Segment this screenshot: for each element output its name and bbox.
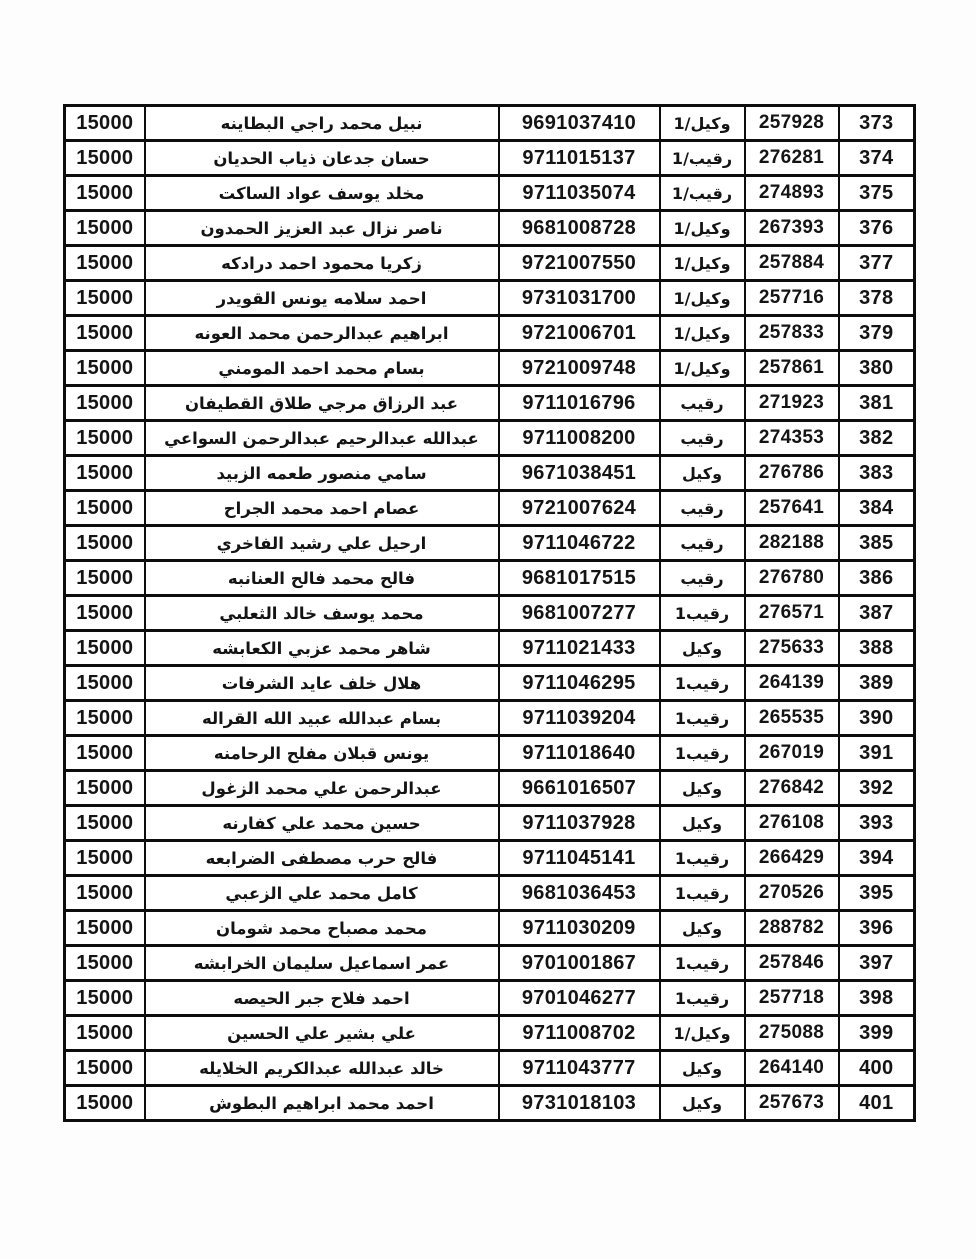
amount-cell: 15000 (65, 631, 145, 666)
national-id-cell: 9681008728 (499, 211, 660, 246)
amount-cell: 15000 (65, 666, 145, 701)
full-name-cell: احمد سلامه يونس القويدر (145, 281, 499, 316)
national-id-cell: 9711037928 (499, 806, 660, 841)
rank-cell: وكيل/1 (660, 106, 745, 141)
reference-number-cell: 276786 (745, 456, 839, 491)
national-id-cell: 9711008702 (499, 1016, 660, 1051)
full-name-cell: بسام محمد احمد المومني (145, 351, 499, 386)
rank-cell: رقيب1 (660, 876, 745, 911)
serial-number-cell: 393 (839, 806, 915, 841)
reference-number-cell: 275633 (745, 631, 839, 666)
reference-number-cell: 264140 (745, 1051, 839, 1086)
table-row (65, 946, 915, 981)
serial-number-cell: 388 (839, 631, 915, 666)
national-id-cell: 9681007277 (499, 596, 660, 631)
rank-cell: وكيل/1 (660, 246, 745, 281)
serial-number-cell: 379 (839, 316, 915, 351)
rank-cell: وكيل (660, 806, 745, 841)
rank-cell: رقيب1 (660, 981, 745, 1016)
table-row (65, 911, 915, 946)
amount-cell: 15000 (65, 211, 145, 246)
reference-number-cell: 257641 (745, 491, 839, 526)
serial-number-cell: 398 (839, 981, 915, 1016)
amount-cell: 15000 (65, 841, 145, 876)
table-row (65, 701, 915, 736)
table-row (65, 666, 915, 701)
serial-number-cell: 399 (839, 1016, 915, 1051)
national-id-cell: 9691037410 (499, 106, 660, 141)
reference-number-cell: 257861 (745, 351, 839, 386)
serial-number-cell: 390 (839, 701, 915, 736)
serial-number-cell: 384 (839, 491, 915, 526)
table-row (65, 141, 915, 176)
national-id-cell: 9711046295 (499, 666, 660, 701)
serial-number-cell: 376 (839, 211, 915, 246)
amount-cell: 15000 (65, 526, 145, 561)
reference-number-cell: 276108 (745, 806, 839, 841)
amount-cell: 15000 (65, 771, 145, 806)
full-name-cell: محمد مصباح محمد شومان (145, 911, 499, 946)
serial-number-cell: 397 (839, 946, 915, 981)
amount-cell: 15000 (65, 1051, 145, 1086)
rank-cell: وكيل (660, 631, 745, 666)
full-name-cell: يونس قبلان مفلح الرحامنه (145, 736, 499, 771)
rank-cell: وكيل/1 (660, 281, 745, 316)
rank-cell: رقيب1 (660, 946, 745, 981)
rank-cell: وكيل (660, 911, 745, 946)
rank-cell: رقيب1 (660, 701, 745, 736)
full-name-cell: حسين محمد علي كفارنه (145, 806, 499, 841)
national-id-cell: 9711015137 (499, 141, 660, 176)
full-name-cell: احمد فلاح جبر الحيصه (145, 981, 499, 1016)
national-id-cell: 9681017515 (499, 561, 660, 596)
reference-number-cell: 274893 (745, 176, 839, 211)
national-id-cell: 9711045141 (499, 841, 660, 876)
amount-cell: 15000 (65, 701, 145, 736)
serial-number-cell: 378 (839, 281, 915, 316)
full-name-cell: شاهر محمد عزبي الكعابشه (145, 631, 499, 666)
national-id-cell: 9721009748 (499, 351, 660, 386)
reference-number-cell: 266429 (745, 841, 839, 876)
national-id-cell: 9711016796 (499, 386, 660, 421)
serial-number-cell: 381 (839, 386, 915, 421)
amount-cell: 15000 (65, 246, 145, 281)
table-row (65, 281, 915, 316)
national-id-cell: 9731018103 (499, 1086, 660, 1121)
rank-cell: وكيل/1 (660, 316, 745, 351)
reference-number-cell: 271923 (745, 386, 839, 421)
rank-cell: رقيب/1 (660, 141, 745, 176)
table-row (65, 631, 915, 666)
serial-number-cell: 386 (839, 561, 915, 596)
full-name-cell: عبدالله عبدالرحيم عبدالرحمن السواعي (145, 421, 499, 456)
amount-cell: 15000 (65, 1086, 145, 1121)
reference-number-cell: 257928 (745, 106, 839, 141)
amount-cell: 15000 (65, 736, 145, 771)
amount-cell: 15000 (65, 596, 145, 631)
national-id-cell: 9701001867 (499, 946, 660, 981)
amount-cell: 15000 (65, 456, 145, 491)
full-name-cell: سامي منصور طعمه الزبيد (145, 456, 499, 491)
serial-number-cell: 391 (839, 736, 915, 771)
table-row (65, 421, 915, 456)
table-row (65, 106, 915, 141)
national-id-cell: 9711039204 (499, 701, 660, 736)
rank-cell: رقيب (660, 526, 745, 561)
national-id-cell: 9701046277 (499, 981, 660, 1016)
full-name-cell: نبيل محمد راجي البطاينه (145, 106, 499, 141)
table-row (65, 351, 915, 386)
amount-cell: 15000 (65, 421, 145, 456)
full-name-cell: احمد محمد ابراهيم البطوش (145, 1086, 499, 1121)
reference-number-cell: 276571 (745, 596, 839, 631)
reference-number-cell: 257673 (745, 1086, 839, 1121)
national-id-cell: 9721007624 (499, 491, 660, 526)
national-id-cell: 9711035074 (499, 176, 660, 211)
serial-number-cell: 385 (839, 526, 915, 561)
rank-cell: رقيب1 (660, 841, 745, 876)
table-row (65, 1086, 915, 1121)
full-name-cell: ناصر نزال عبد العزيز الحمدون (145, 211, 499, 246)
table-row (65, 526, 915, 561)
national-id-cell: 9711046722 (499, 526, 660, 561)
full-name-cell: علي بشير علي الحسين (145, 1016, 499, 1051)
table-row (65, 456, 915, 491)
amount-cell: 15000 (65, 106, 145, 141)
amount-cell: 15000 (65, 281, 145, 316)
rank-cell: وكيل (660, 456, 745, 491)
reference-number-cell: 267393 (745, 211, 839, 246)
reference-number-cell: 267019 (745, 736, 839, 771)
serial-number-cell: 394 (839, 841, 915, 876)
reference-number-cell: 282188 (745, 526, 839, 561)
reference-number-cell: 288782 (745, 911, 839, 946)
full-name-cell: ارحيل علي رشيد الفاخري (145, 526, 499, 561)
table-row (65, 596, 915, 631)
full-name-cell: ابراهيم عبدالرحمن محمد العونه (145, 316, 499, 351)
table-row (65, 1016, 915, 1051)
full-name-cell: كامل محمد علي الزعبي (145, 876, 499, 911)
rank-cell: رقيب (660, 386, 745, 421)
table-row (65, 491, 915, 526)
amount-cell: 15000 (65, 1016, 145, 1051)
rank-cell: وكيل/1 (660, 1016, 745, 1051)
national-id-cell: 9711030209 (499, 911, 660, 946)
table-row (65, 736, 915, 771)
rank-cell: وكيل (660, 1051, 745, 1086)
table-row (65, 981, 915, 1016)
serial-number-cell: 382 (839, 421, 915, 456)
amount-cell: 15000 (65, 176, 145, 211)
full-name-cell: عبدالرحمن علي محمد الزغول (145, 771, 499, 806)
serial-number-cell: 375 (839, 176, 915, 211)
amount-cell: 15000 (65, 806, 145, 841)
national-id-cell: 9721007550 (499, 246, 660, 281)
table-row (65, 176, 915, 211)
reference-number-cell: 276281 (745, 141, 839, 176)
national-id-cell: 9711018640 (499, 736, 660, 771)
reference-number-cell: 265535 (745, 701, 839, 736)
full-name-cell: عمر اسماعيل سليمان الخرابشه (145, 946, 499, 981)
full-name-cell: عصام احمد محمد الجراح (145, 491, 499, 526)
reference-number-cell: 257833 (745, 316, 839, 351)
table-row (65, 211, 915, 246)
full-name-cell: مخلد يوسف عواد الساكت (145, 176, 499, 211)
rank-cell: وكيل (660, 771, 745, 806)
full-name-cell: هلال خلف عايد الشرفات (145, 666, 499, 701)
table-row (65, 806, 915, 841)
serial-number-cell: 401 (839, 1086, 915, 1121)
table-row (65, 841, 915, 876)
amount-cell: 15000 (65, 351, 145, 386)
table-row (65, 561, 915, 596)
reference-number-cell: 274353 (745, 421, 839, 456)
national-id-cell: 9661016507 (499, 771, 660, 806)
amount-cell: 15000 (65, 911, 145, 946)
serial-number-cell: 387 (839, 596, 915, 631)
national-id-cell: 9671038451 (499, 456, 660, 491)
serial-number-cell: 373 (839, 106, 915, 141)
national-id-cell: 9721006701 (499, 316, 660, 351)
rank-cell: رقيب (660, 491, 745, 526)
reference-number-cell: 270526 (745, 876, 839, 911)
reference-number-cell: 276780 (745, 561, 839, 596)
table-row (65, 246, 915, 281)
national-id-cell: 9731031700 (499, 281, 660, 316)
full-name-cell: عبد الرزاق مرجي طلاق القطيفان (145, 386, 499, 421)
serial-number-cell: 389 (839, 666, 915, 701)
serial-number-cell: 374 (839, 141, 915, 176)
rank-cell: رقيب1 (660, 736, 745, 771)
full-name-cell: فالح حرب مصطفى الضرابعه (145, 841, 499, 876)
amount-cell: 15000 (65, 316, 145, 351)
amount-cell: 15000 (65, 876, 145, 911)
national-id-cell: 9711043777 (499, 1051, 660, 1086)
table-row (65, 1051, 915, 1086)
table-row (65, 386, 915, 421)
reference-number-cell: 276842 (745, 771, 839, 806)
reference-number-cell: 275088 (745, 1016, 839, 1051)
amount-cell: 15000 (65, 386, 145, 421)
rank-cell: رقيب (660, 561, 745, 596)
full-name-cell: زكريا محمود احمد درادكه (145, 246, 499, 281)
serial-number-cell: 377 (839, 246, 915, 281)
rank-cell: وكيل (660, 1086, 745, 1121)
rank-cell: رقيب (660, 421, 745, 456)
full-name-cell: حسان جدعان ذياب الحديان (145, 141, 499, 176)
serial-number-cell: 392 (839, 771, 915, 806)
reference-number-cell: 257716 (745, 281, 839, 316)
serial-number-cell: 395 (839, 876, 915, 911)
national-id-cell: 9711008200 (499, 421, 660, 456)
table-row (65, 771, 915, 806)
payment-records-table (63, 104, 916, 1122)
full-name-cell: فالح محمد فالح العنانبه (145, 561, 499, 596)
table-row (65, 316, 915, 351)
rank-cell: رقيب/1 (660, 176, 745, 211)
rank-cell: وكيل/1 (660, 211, 745, 246)
rank-cell: رقيب1 (660, 666, 745, 701)
national-id-cell: 9681036453 (499, 876, 660, 911)
records-table-body (65, 106, 915, 1121)
amount-cell: 15000 (65, 981, 145, 1016)
serial-number-cell: 400 (839, 1051, 915, 1086)
reference-number-cell: 257718 (745, 981, 839, 1016)
full-name-cell: خالد عبدالله عبدالكريم الخلايله (145, 1051, 499, 1086)
serial-number-cell: 380 (839, 351, 915, 386)
serial-number-cell: 383 (839, 456, 915, 491)
amount-cell: 15000 (65, 141, 145, 176)
table-row (65, 876, 915, 911)
serial-number-cell: 396 (839, 911, 915, 946)
amount-cell: 15000 (65, 561, 145, 596)
rank-cell: وكيل/1 (660, 351, 745, 386)
national-id-cell: 9711021433 (499, 631, 660, 666)
full-name-cell: بسام عبدالله عبيد الله القراله (145, 701, 499, 736)
full-name-cell: محمد يوسف خالد الثعلبي (145, 596, 499, 631)
amount-cell: 15000 (65, 491, 145, 526)
reference-number-cell: 257884 (745, 246, 839, 281)
rank-cell: رقيب1 (660, 596, 745, 631)
reference-number-cell: 264139 (745, 666, 839, 701)
amount-cell: 15000 (65, 946, 145, 981)
reference-number-cell: 257846 (745, 946, 839, 981)
